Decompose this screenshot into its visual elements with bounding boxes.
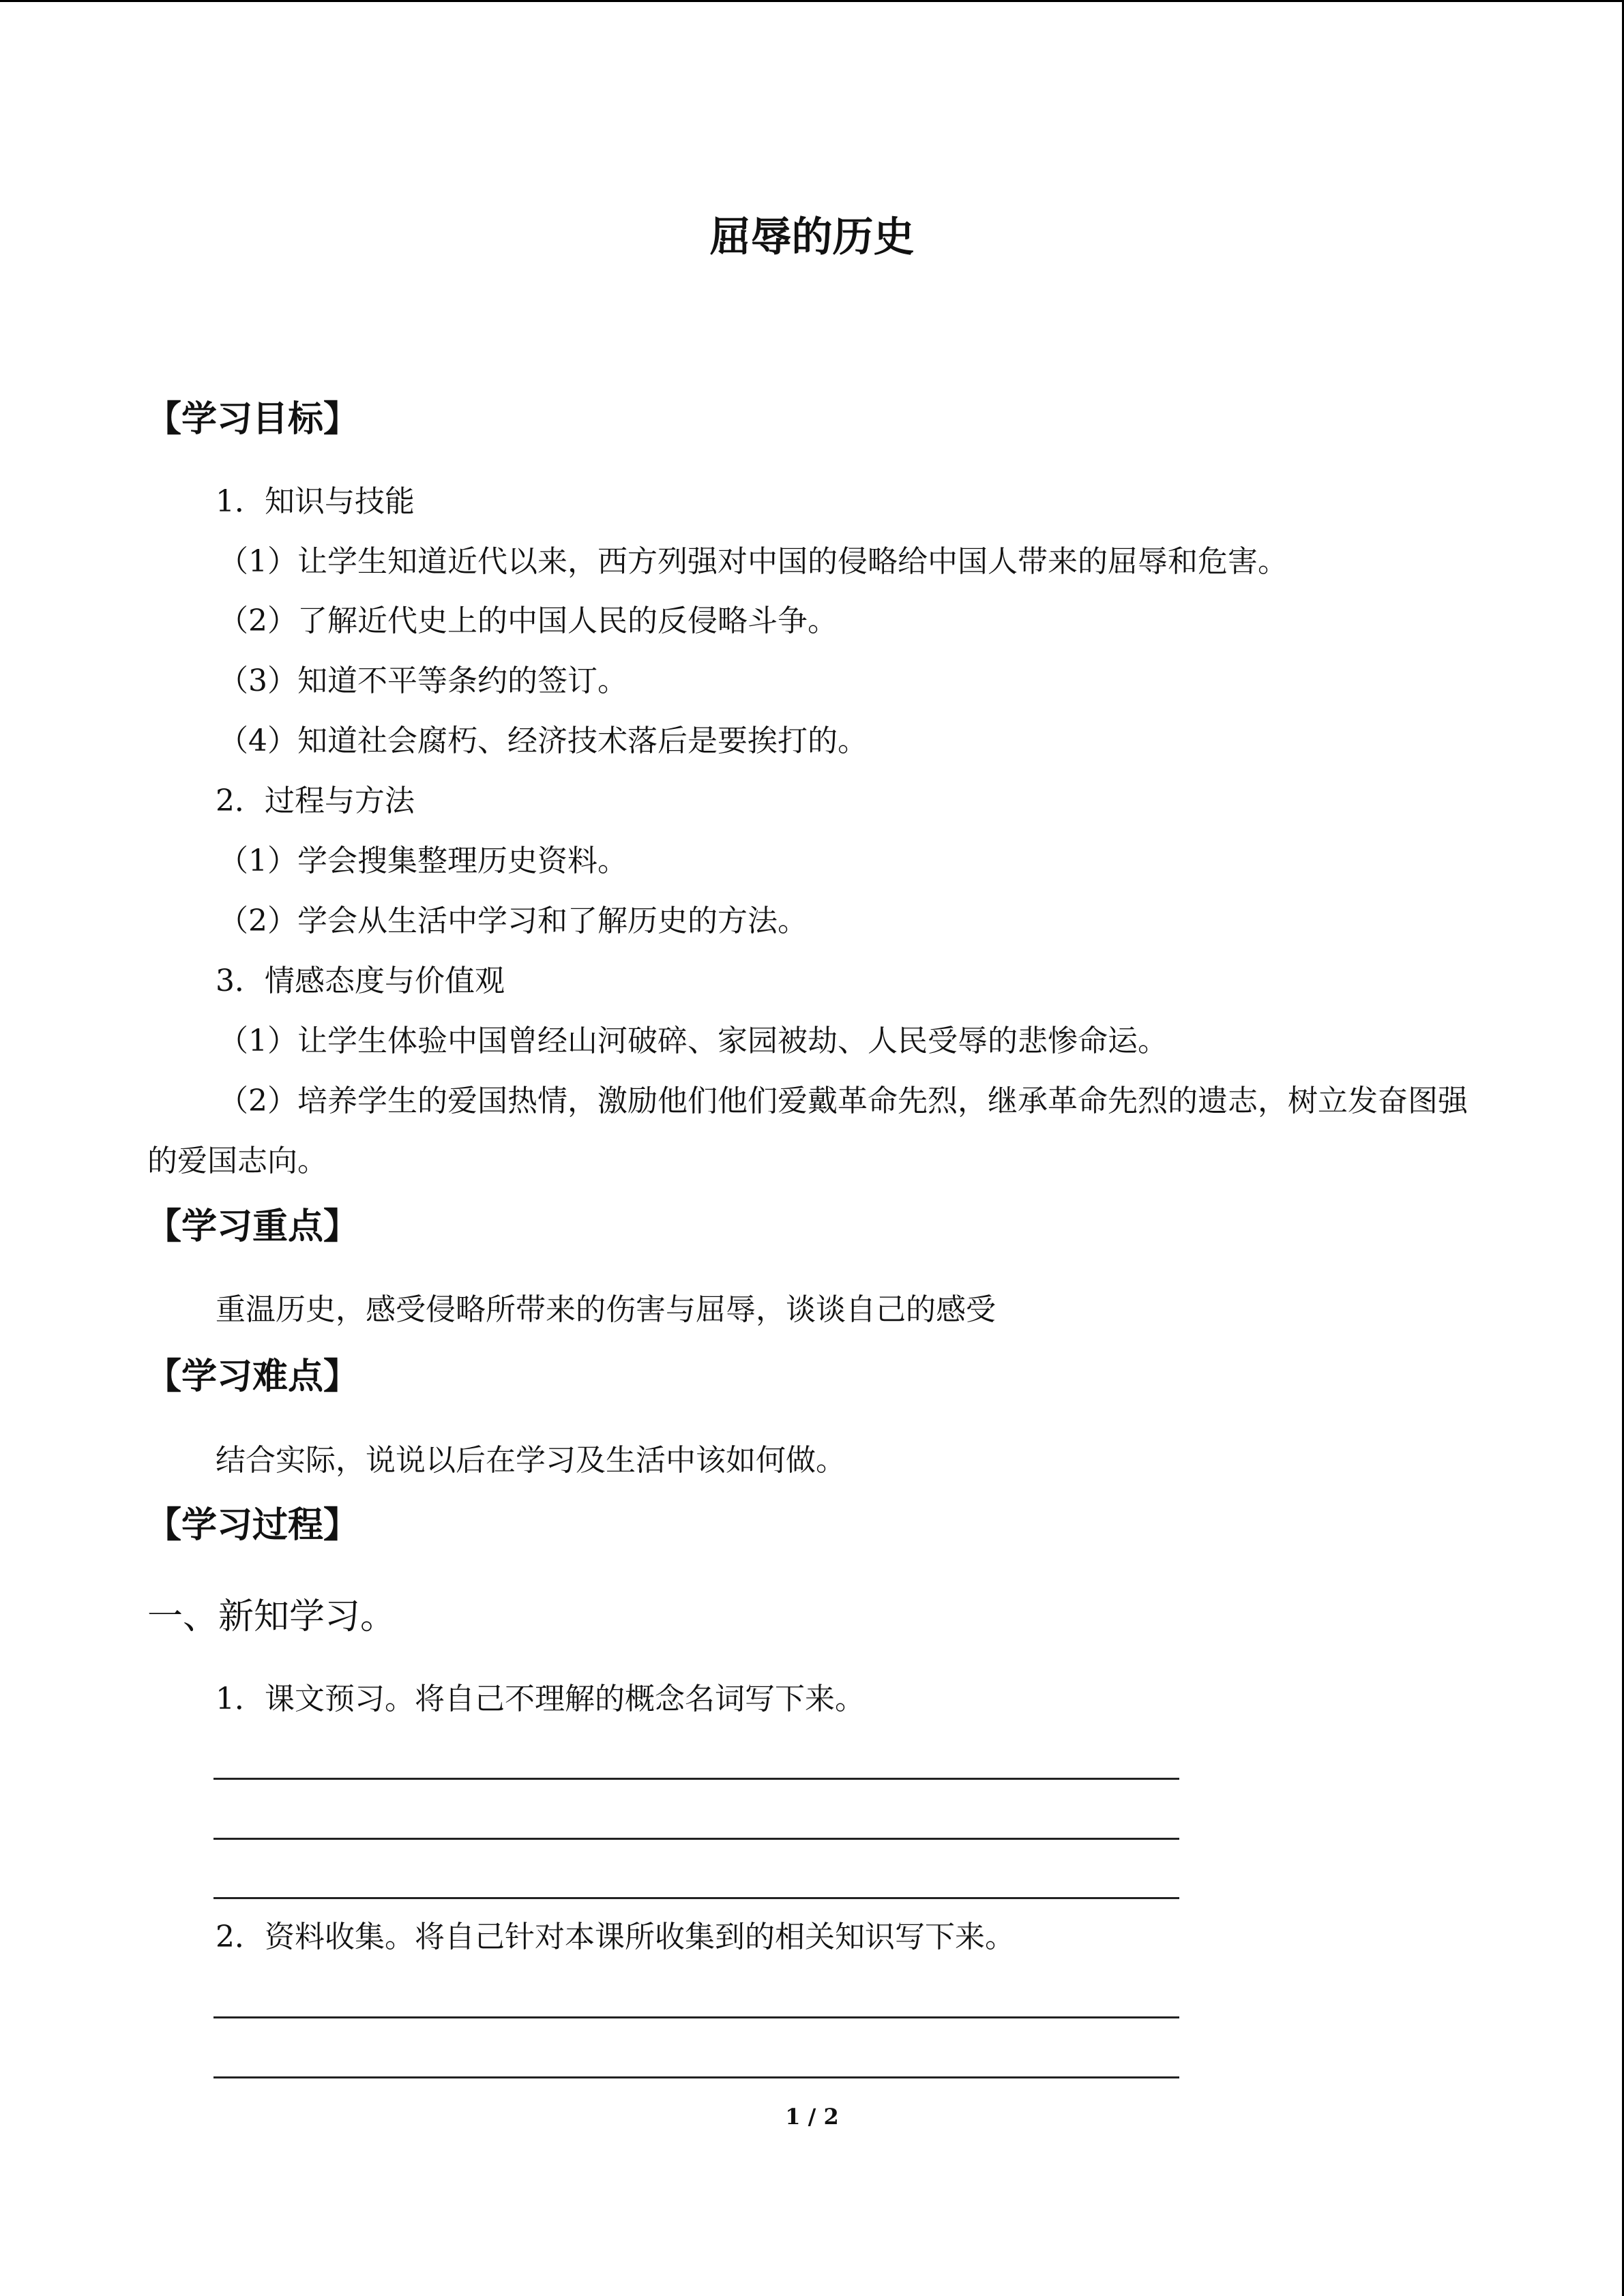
answer-line[interactable] <box>213 1778 1179 1780</box>
key-points-heading: 【学习重点】 <box>146 1206 359 1247</box>
objective-item: （1）让学生知道近代以来，西方列强对中国的侵略给中国人带来的屈辱和危害。 <box>218 544 1288 579</box>
difficulties-text: 结合实际，说说以后在学习及生活中该如何做。 <box>216 1443 846 1478</box>
objective-item: （3）知道不平等条约的签订。 <box>218 664 628 698</box>
process-heading: 【学习过程】 <box>146 1504 359 1546</box>
objective-item: （2）了解近代史上的中国人民的反侵略斗争。 <box>218 603 838 638</box>
difficulties-heading: 【学习难点】 <box>146 1356 359 1397</box>
objective-section-label: 1．知识与技能 <box>216 484 415 519</box>
task-2-text: 2．资料收集。将自己针对本课所收集到的相关知识写下来。 <box>216 1920 1015 1954</box>
task-1-text: 1．课文预习。将自己不理解的概念名词写下来。 <box>216 1682 865 1716</box>
objective-item: （1）学会搜集整理历史资料。 <box>218 844 628 878</box>
answer-line[interactable] <box>213 1897 1179 1899</box>
answer-line[interactable] <box>213 2016 1179 2018</box>
objective-item: （2）学会从生活中学习和了解历史的方法。 <box>218 904 808 938</box>
answer-line[interactable] <box>213 2076 1179 2078</box>
objective-section-label: 2．过程与方法 <box>216 784 415 818</box>
key-points-text: 重温历史，感受侵略所带来的伤害与屈辱，谈谈自己的感受 <box>216 1292 996 1327</box>
page-title: 屈辱的历史 <box>709 213 915 261</box>
objective-item: （1）让学生体验中国曾经山河破碎、家园被劫、人民受辱的悲惨命运。 <box>218 1024 1168 1058</box>
objective-section-label: 3．情感态度与价值观 <box>216 964 505 998</box>
page-number: 1 / 2 <box>785 2104 839 2130</box>
objectives-heading: 【学习目标】 <box>146 398 359 440</box>
objective-item: （4）知道社会腐朽、经济技术落后是要挨打的。 <box>218 724 868 758</box>
answer-line[interactable] <box>213 1838 1179 1840</box>
part-one-heading: 一、新知学习。 <box>147 1596 396 1637</box>
objective-item-wrapped: （2）培养学生的爱国热情，激励他们他们爱戴革命先烈，继承革命先烈的遗志，树立发奋图强的爱国志向。 <box>147 1084 1468 1178</box>
